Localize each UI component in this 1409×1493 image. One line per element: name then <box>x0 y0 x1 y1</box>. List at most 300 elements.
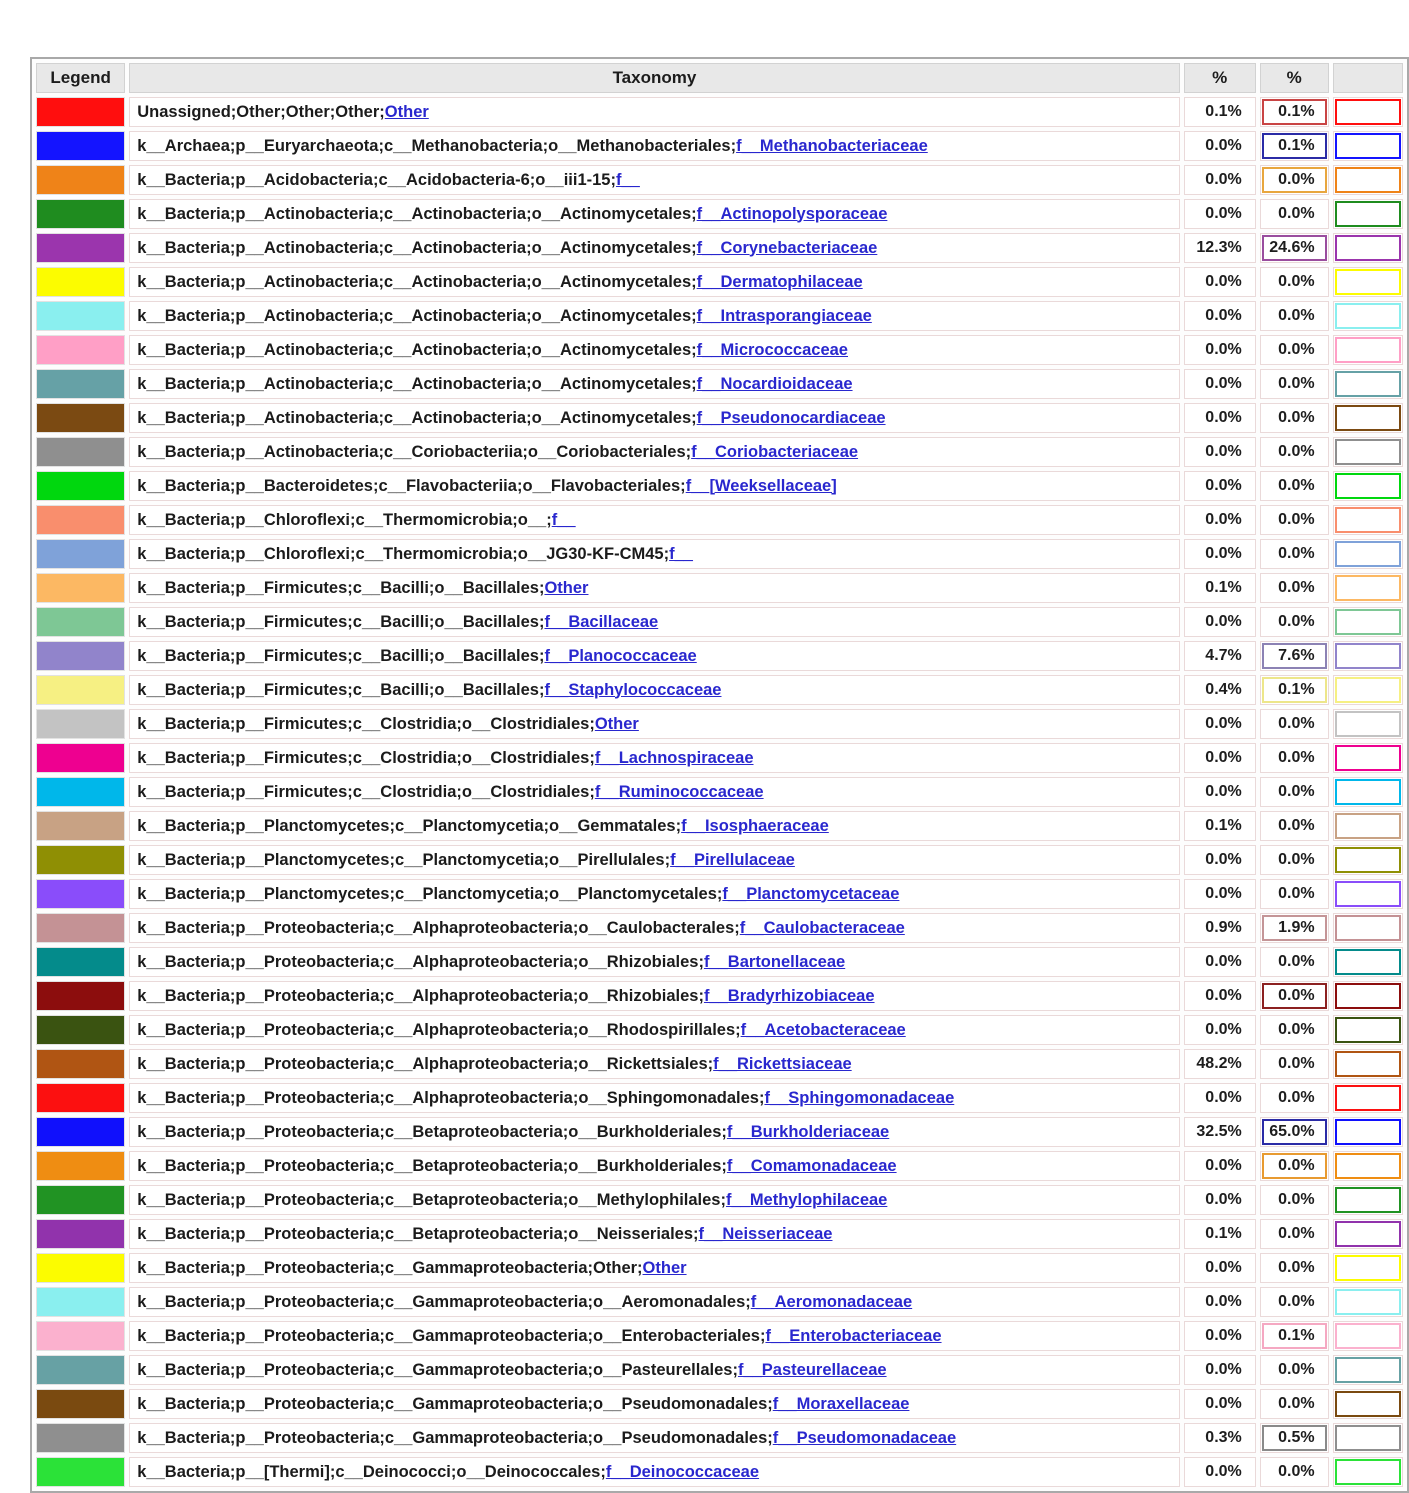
percent-value-sample3-cutoff <box>1335 439 1401 465</box>
percent-cell-sample3-cutoff <box>1333 369 1403 399</box>
percent-cell-sample1 <box>1184 947 1256 977</box>
taxonomy-family-link[interactable]: f__Pasteurellaceae <box>737 1360 887 1379</box>
taxonomy-family-link[interactable]: Other <box>384 102 429 121</box>
percent-value-sample3-cutoff <box>1335 575 1401 601</box>
percent-value-sample2: 0.0% <box>1278 341 1315 358</box>
percent-cell-sample3-cutoff <box>1333 437 1403 467</box>
percent-value-sample1: 12.3% <box>1196 239 1242 256</box>
taxonomy-cell <box>129 539 1179 569</box>
percent-cell-sample1 <box>1184 1049 1256 1079</box>
percent-cell-sample2 <box>1260 811 1329 841</box>
taxonomy-family-link[interactable]: f__Bradyrhizobiaceae <box>703 986 875 1005</box>
percent-value-sample2: 0.1% <box>1262 677 1327 703</box>
taxonomy-lineage: k__Bacteria;p__Proteobacteria;c__Gammaproteobacteria;Other; <box>137 1258 643 1277</box>
taxonomy-cell <box>129 97 1179 127</box>
percent-value-sample1: 0.0% <box>1205 953 1242 970</box>
percent-value-sample1: 0.0% <box>1205 885 1242 902</box>
taxonomy-lineage: k__Bacteria;p__Acidobacteria;c__Acidobacteria-6;o__iii1-15; <box>137 170 616 189</box>
percent-cell-sample1 <box>1184 1423 1256 1453</box>
percent-cell-sample1 <box>1184 1219 1256 1249</box>
taxonomy-family-link[interactable]: f__Planococcaceae <box>544 646 697 665</box>
percent-value-sample3-cutoff <box>1335 1221 1401 1247</box>
percent-cell-sample1 <box>1184 165 1256 195</box>
legend-color-swatch <box>36 641 125 671</box>
percent-cell-sample2 <box>1260 675 1329 705</box>
taxonomy-cell <box>129 335 1179 365</box>
percent-cell-sample3-cutoff <box>1333 233 1403 263</box>
taxonomy-family-link[interactable]: f__Deinococcaceae <box>605 1462 760 1481</box>
taxonomy-family-link[interactable]: f__Moraxellaceae <box>772 1394 910 1413</box>
legend-color-swatch <box>36 1015 125 1045</box>
percent-value-sample1: 0.1% <box>1205 579 1242 596</box>
taxonomy-cell <box>129 165 1179 195</box>
legend-color-swatch <box>36 233 125 263</box>
percent-value-sample2: 24.6% <box>1262 235 1327 261</box>
legend-color-swatch <box>36 811 125 841</box>
percent-cell-sample3-cutoff <box>1333 301 1403 331</box>
percent-value-sample3-cutoff <box>1335 1153 1401 1179</box>
taxonomy-cell <box>129 1117 1179 1147</box>
taxonomy-family-link[interactable]: f__Micrococcaceae <box>696 340 848 359</box>
percent-value-sample1: 0.0% <box>1205 1395 1242 1412</box>
taxon-row <box>36 437 1403 467</box>
percent-cell-sample2 <box>1260 1185 1329 1215</box>
percent-cell-sample2 <box>1260 1117 1329 1147</box>
percent-cell-sample1 <box>1184 879 1256 909</box>
taxonomy-cell <box>129 573 1179 603</box>
percent-cell-sample1 <box>1184 709 1256 739</box>
percent-value-sample1: 0.0% <box>1205 205 1242 222</box>
taxonomy-lineage: k__Bacteria;p__[Thermi];c__Deinococci;o__Deinococcales; <box>137 1462 606 1481</box>
legend-color-swatch <box>36 1049 125 1079</box>
taxonomy-cell <box>129 743 1179 773</box>
percent-cell-sample1 <box>1184 1355 1256 1385</box>
taxonomy-family-link[interactable]: f__Corynebacteriaceae <box>696 238 878 257</box>
taxon-row <box>36 267 1403 297</box>
percent-cell-sample1 <box>1184 471 1256 501</box>
percent-cell-sample1 <box>1184 573 1256 603</box>
percent-cell-sample2 <box>1260 1355 1329 1385</box>
percent-cell-sample3-cutoff <box>1333 165 1403 195</box>
taxonomy-lineage: k__Bacteria;p__Actinobacteria;c__Actinobacteria;o__Actinomycetales; <box>137 306 697 325</box>
taxonomy-family-link[interactable]: f__Nocardioidaceae <box>696 374 853 393</box>
percent-cell-sample2 <box>1260 1321 1329 1351</box>
percent-value-sample3-cutoff <box>1335 677 1401 703</box>
taxonomy-family-link[interactable]: f__Intrasporangiaceae <box>696 306 872 325</box>
taxonomy-lineage: k__Bacteria;p__Proteobacteria;c__Alphaproteobacteria;o__Rhodospirillales; <box>137 1020 741 1039</box>
percent-cell-sample3-cutoff <box>1333 709 1403 739</box>
legend-color-swatch <box>36 947 125 977</box>
taxonomy-family-link[interactable]: f__Bartonellaceae <box>703 952 846 971</box>
percent-cell-sample2 <box>1260 1253 1329 1283</box>
percent-cell-sample3-cutoff <box>1333 1185 1403 1215</box>
percent-cell-sample3-cutoff <box>1333 845 1403 875</box>
taxonomy-lineage: k__Bacteria;p__Proteobacteria;c__Gammaproteobacteria;o__Pasteurellales; <box>137 1360 738 1379</box>
taxonomy-family-link[interactable]: f__Methanobacteriaceae <box>736 136 928 155</box>
percent-value-sample1: 0.0% <box>1205 341 1242 358</box>
taxonomy-family-link[interactable]: f__Comamonadaceae <box>726 1156 897 1175</box>
percent-cell-sample3-cutoff <box>1333 1287 1403 1317</box>
legend-color-swatch <box>36 1355 125 1385</box>
taxon-row <box>36 1219 1403 1249</box>
percent-cell-sample3-cutoff <box>1333 675 1403 705</box>
percent-cell-sample3-cutoff <box>1333 267 1403 297</box>
taxonomy-family-link[interactable]: Other <box>544 578 589 597</box>
percent-cell-sample3-cutoff <box>1333 1389 1403 1419</box>
percent-value-sample3-cutoff <box>1335 1119 1401 1145</box>
taxonomy-family-link[interactable]: f__ <box>551 510 576 529</box>
percent-value-sample2: 0.0% <box>1278 579 1315 596</box>
legend-color-swatch <box>36 1219 125 1249</box>
taxonomy-cell <box>129 1253 1179 1283</box>
taxonomy-cell <box>129 1219 1179 1249</box>
taxonomy-lineage: k__Bacteria;p__Actinobacteria;c__Actinobacteria;o__Actinomycetales; <box>137 204 697 223</box>
taxonomy-cell <box>129 233 1179 263</box>
percent-cell-sample3-cutoff <box>1333 1151 1403 1181</box>
percent-value-sample1: 0.0% <box>1205 1293 1242 1310</box>
percent-value-sample1: 0.0% <box>1205 375 1242 392</box>
taxonomy-cell <box>129 1049 1179 1079</box>
percent-value-sample3-cutoff <box>1335 1425 1401 1451</box>
percent-value-sample2: 0.0% <box>1262 167 1327 193</box>
percent-cell-sample2 <box>1260 607 1329 637</box>
percent-value-sample3-cutoff <box>1335 1085 1401 1111</box>
taxonomy-table <box>30 57 1409 1493</box>
percent-cell-sample1 <box>1184 301 1256 331</box>
taxonomy-family-link[interactable]: f__Burkholderiaceae <box>726 1122 890 1141</box>
percent-cell-sample1 <box>1184 981 1256 1011</box>
taxonomy-family-link[interactable]: f__Rickettsiaceae <box>713 1054 852 1073</box>
taxonomy-lineage: k__Bacteria;p__Firmicutes;c__Clostridia;o__Clostridiales; <box>137 748 595 767</box>
taxonomy-cell <box>129 505 1179 535</box>
percent-value-sample2: 0.0% <box>1278 205 1315 222</box>
taxonomy-family-link[interactable]: f__Acetobacteraceae <box>740 1020 906 1039</box>
percent-value-sample3-cutoff <box>1335 1187 1401 1213</box>
taxonomy-cell <box>129 1423 1179 1453</box>
percent-value-sample1: 0.0% <box>1205 477 1242 494</box>
taxonomy-cell <box>129 709 1179 739</box>
percent-cell-sample1 <box>1184 811 1256 841</box>
percent-cell-sample3-cutoff <box>1333 1015 1403 1045</box>
taxonomy-lineage: k__Bacteria;p__Actinobacteria;c__Actinobacteria;o__Actinomycetales; <box>137 340 697 359</box>
percent-header-2: % <box>1260 63 1329 93</box>
percent-value-sample3-cutoff <box>1335 983 1401 1009</box>
percent-value-sample3-cutoff <box>1335 779 1401 805</box>
taxonomy-family-link[interactable]: f__ <box>669 544 693 563</box>
percent-cell-sample1 <box>1184 335 1256 365</box>
percent-cell-sample1 <box>1184 641 1256 671</box>
taxonomy-lineage: k__Bacteria;p__Firmicutes;c__Clostridia;o__Clostridiales; <box>137 714 595 733</box>
percent-cell-sample2 <box>1260 777 1329 807</box>
legend-color-swatch <box>36 913 125 943</box>
taxonomy-cell <box>129 1083 1179 1113</box>
percent-value-sample3-cutoff <box>1335 371 1401 397</box>
percent-cell-sample1 <box>1184 1321 1256 1351</box>
legend-color-swatch <box>36 131 125 161</box>
percent-value-sample1: 0.0% <box>1205 783 1242 800</box>
percent-value-sample2: 0.0% <box>1278 715 1315 732</box>
percent-cell-sample3-cutoff <box>1333 743 1403 773</box>
taxonomy-cell <box>129 267 1179 297</box>
percent-value-sample1: 0.0% <box>1205 1259 1242 1276</box>
taxonomy-family-link[interactable]: f__Coriobacteriaceae <box>691 442 859 461</box>
percent-value-sample1: 32.5% <box>1196 1123 1242 1140</box>
taxonomy-cell <box>129 811 1179 841</box>
percent-value-sample3-cutoff <box>1335 609 1401 635</box>
percent-cell-sample2 <box>1260 165 1329 195</box>
percent-value-sample2: 0.0% <box>1278 1259 1315 1276</box>
taxon-row <box>36 743 1403 773</box>
taxonomy-cell <box>129 1321 1179 1351</box>
percent-value-sample2: 0.0% <box>1278 545 1315 562</box>
percent-cell-sample3-cutoff <box>1333 913 1403 943</box>
percent-cell-sample3-cutoff <box>1333 471 1403 501</box>
taxonomy-cell <box>129 403 1179 433</box>
percent-cell-sample3-cutoff <box>1333 573 1403 603</box>
taxonomy-lineage: k__Bacteria;p__Firmicutes;c__Bacilli;o__Bacillales; <box>137 578 545 597</box>
taxonomy-family-link[interactable]: Other <box>594 714 639 733</box>
percent-value-sample3-cutoff <box>1335 201 1401 227</box>
percent-value-sample2: 0.0% <box>1278 477 1315 494</box>
percent-value-sample1: 0.0% <box>1205 443 1242 460</box>
percent-value-sample1: 0.0% <box>1205 171 1242 188</box>
percent-cell-sample2 <box>1260 335 1329 365</box>
taxon-row <box>36 1389 1403 1419</box>
percent-cell-sample2 <box>1260 505 1329 535</box>
percent-cell-sample1 <box>1184 267 1256 297</box>
taxonomy-family-link[interactable]: f__Caulobacteraceae <box>739 918 905 937</box>
percent-cell-sample3-cutoff <box>1333 539 1403 569</box>
legend-color-swatch <box>36 1287 125 1317</box>
percent-value-sample3-cutoff <box>1335 881 1401 907</box>
taxonomy-family-link[interactable]: f__Enterobacteriaceae <box>765 1326 942 1345</box>
legend-color-swatch <box>36 539 125 569</box>
percent-value-sample3-cutoff <box>1335 269 1401 295</box>
legend-color-swatch <box>36 981 125 1011</box>
header-row <box>36 63 1403 93</box>
taxonomy-lineage: k__Bacteria;p__Proteobacteria;c__Alphaproteobacteria;o__Rhizobiales; <box>137 986 704 1005</box>
taxonomy-family-link[interactable]: f__Staphylococcaceae <box>544 680 722 699</box>
percent-value-sample2: 0.0% <box>1278 817 1315 834</box>
percent-value-sample1: 0.1% <box>1205 1225 1242 1242</box>
taxonomy-cell <box>129 1389 1179 1419</box>
taxonomy-family-link[interactable]: f__Actinopolysporaceae <box>696 204 888 223</box>
percent-value-sample2: 0.0% <box>1278 1055 1315 1072</box>
percent-value-sample2: 0.0% <box>1262 1153 1327 1179</box>
taxonomy-lineage: k__Bacteria;p__Proteobacteria;c__Gammaproteobacteria;o__Pseudomonadales; <box>137 1394 773 1413</box>
percent-cell-sample3-cutoff <box>1333 981 1403 1011</box>
legend-color-swatch <box>36 1253 125 1283</box>
percent-value-sample3-cutoff <box>1335 133 1401 159</box>
percent-cell-sample1 <box>1184 913 1256 943</box>
taxonomy-family-link[interactable]: f__Neisseriaceae <box>698 1224 833 1243</box>
taxonomy-lineage: k__Bacteria;p__Proteobacteria;c__Gammaproteobacteria;o__Pseudomonadales; <box>137 1428 773 1447</box>
taxonomy-lineage: k__Bacteria;p__Actinobacteria;c__Actinobacteria;o__Actinomycetales; <box>137 272 697 291</box>
taxonomy-family-link[interactable]: f__Pseudomonadaceae <box>772 1428 957 1447</box>
percent-cell-sample3-cutoff <box>1333 641 1403 671</box>
taxonomy-family-link[interactable]: f__ <box>615 170 640 189</box>
taxonomy-cell <box>129 437 1179 467</box>
taxonomy-cell <box>129 131 1179 161</box>
taxonomy-cell <box>129 1457 1179 1487</box>
legend-color-swatch <box>36 1083 125 1113</box>
taxon-row <box>36 947 1403 977</box>
percent-cell-sample1 <box>1184 1185 1256 1215</box>
percent-value-sample3-cutoff <box>1335 745 1401 771</box>
taxonomy-cell <box>129 1151 1179 1181</box>
percent-value-sample2: 1.9% <box>1262 915 1327 941</box>
percent-value-sample1: 0.0% <box>1205 1191 1242 1208</box>
taxonomy-lineage: k__Bacteria;p__Actinobacteria;c__Actinobacteria;o__Actinomycetales; <box>137 374 697 393</box>
percent-value-sample3-cutoff <box>1335 1289 1401 1315</box>
taxonomy-lineage: k__Bacteria;p__Proteobacteria;c__Betaproteobacteria;o__Burkholderiales; <box>137 1156 727 1175</box>
taxonomy-family-link[interactable]: f__Planctomycetaceae <box>722 884 900 903</box>
percent-value-sample2: 0.0% <box>1278 783 1315 800</box>
legend-color-swatch <box>36 607 125 637</box>
percent-value-sample3-cutoff <box>1335 1391 1401 1417</box>
taxon-row <box>36 675 1403 705</box>
taxonomy-cell <box>129 845 1179 875</box>
legend-color-swatch <box>36 437 125 467</box>
percent-cell-sample2 <box>1260 1015 1329 1045</box>
percent-value-sample1: 0.0% <box>1205 1463 1242 1480</box>
taxonomy-cell <box>129 947 1179 977</box>
percent-cell-sample2 <box>1260 947 1329 977</box>
percent-cell-sample2 <box>1260 573 1329 603</box>
percent-cell-sample2 <box>1260 1423 1329 1453</box>
taxon-row <box>36 1457 1403 1487</box>
taxonomy-family-link[interactable]: f__Lachnospiraceae <box>594 748 754 767</box>
percent-value-sample1: 0.0% <box>1205 715 1242 732</box>
percent-cell-sample1 <box>1184 607 1256 637</box>
percent-cell-sample1 <box>1184 437 1256 467</box>
taxon-row <box>36 641 1403 671</box>
percent-cell-sample1 <box>1184 199 1256 229</box>
taxonomy-family-link[interactable]: Other <box>642 1258 687 1277</box>
percent-cell-sample2 <box>1260 709 1329 739</box>
legend-color-swatch <box>36 777 125 807</box>
percent-value-sample3-cutoff <box>1335 1017 1401 1043</box>
percent-cell-sample1 <box>1184 743 1256 773</box>
taxonomy-lineage: k__Bacteria;p__Proteobacteria;c__Gammaproteobacteria;o__Enterobacteriales; <box>137 1326 766 1345</box>
percent-cell-sample2 <box>1260 131 1329 161</box>
percent-cell-sample2 <box>1260 641 1329 671</box>
percent-value-sample2: 0.0% <box>1278 613 1315 630</box>
percent-value-sample1: 0.0% <box>1205 987 1242 1004</box>
percent-value-sample3-cutoff <box>1335 915 1401 941</box>
taxonomy-family-link[interactable]: f__[Weeksellaceae] <box>685 476 837 495</box>
taxonomy-cell <box>129 1287 1179 1317</box>
percent-value-sample2: 65.0% <box>1262 1119 1327 1145</box>
taxonomy-family-link[interactable]: f__Methylophilaceae <box>725 1190 888 1209</box>
percent-cell-sample3-cutoff <box>1333 1355 1403 1385</box>
taxonomy-lineage: k__Bacteria;p__Planctomycetes;c__Planctomycetia;o__Planctomycetales; <box>137 884 723 903</box>
taxon-row <box>36 471 1403 501</box>
taxonomy-lineage: k__Bacteria;p__Actinobacteria;c__Coriobacteriia;o__Coriobacteriales; <box>137 442 692 461</box>
percent-cell-sample3-cutoff <box>1333 1321 1403 1351</box>
taxonomy-lineage: k__Bacteria;p__Actinobacteria;c__Actinobacteria;o__Actinomycetales; <box>137 408 697 427</box>
taxonomy-family-link[interactable]: f__Aeromonadaceae <box>750 1292 913 1311</box>
taxonomy-family-link[interactable]: f__Isosphaeraceae <box>681 816 829 835</box>
taxonomy-family-link[interactable]: f__Dermatophilaceae <box>696 272 863 291</box>
percent-value-sample2: 0.0% <box>1278 409 1315 426</box>
percent-cell-sample1 <box>1184 1083 1256 1113</box>
percent-value-sample1: 0.0% <box>1205 851 1242 868</box>
legend-color-swatch <box>36 335 125 365</box>
percent-value-sample3-cutoff <box>1335 507 1401 533</box>
percent-value-sample1: 0.0% <box>1205 1361 1242 1378</box>
percent-cell-sample2 <box>1260 471 1329 501</box>
percent-cell-sample2 <box>1260 981 1329 1011</box>
taxonomy-lineage: k__Bacteria;p__Proteobacteria;c__Betaproteobacteria;o__Methylophilales; <box>137 1190 726 1209</box>
percent-value-sample2: 0.0% <box>1278 1021 1315 1038</box>
percent-value-sample3-cutoff <box>1335 235 1401 261</box>
taxonomy-lineage: k__Bacteria;p__Proteobacteria;c__Gammaproteobacteria;o__Aeromonadales; <box>137 1292 751 1311</box>
percent-cell-sample3-cutoff <box>1333 1457 1403 1487</box>
percent-cell-sample3-cutoff <box>1333 1423 1403 1453</box>
percent-cell-sample2 <box>1260 403 1329 433</box>
taxonomy-lineage: k__Bacteria;p__Proteobacteria;c__Betaproteobacteria;o__Burkholderiales; <box>137 1122 727 1141</box>
taxonomy-family-link[interactable]: f__Pseudonocardiaceae <box>696 408 886 427</box>
percent-cell-sample3-cutoff <box>1333 607 1403 637</box>
taxonomy-family-link[interactable]: f__Pirellulaceae <box>670 850 795 869</box>
taxonomy-cell <box>129 301 1179 331</box>
percent-cell-sample2 <box>1260 199 1329 229</box>
taxonomy-family-link[interactable]: f__Ruminococcaceae <box>594 782 764 801</box>
percent-value-sample1: 0.9% <box>1205 919 1242 936</box>
percent-value-sample1: 0.1% <box>1205 103 1242 120</box>
legend-color-swatch <box>36 573 125 603</box>
percent-value-sample2: 0.0% <box>1278 1293 1315 1310</box>
percent-cell-sample1 <box>1184 539 1256 569</box>
percent-value-sample1: 0.4% <box>1205 681 1242 698</box>
percent-header-1: % <box>1184 63 1256 93</box>
taxonomy-family-link[interactable]: f__Sphingomonadaceae <box>764 1088 955 1107</box>
taxon-row <box>36 607 1403 637</box>
taxonomy-cell <box>129 879 1179 909</box>
taxonomy-lineage: k__Bacteria;p__Firmicutes;c__Bacilli;o__Bacillales; <box>137 612 545 631</box>
taxonomy-lineage: k__Bacteria;p__Proteobacteria;c__Alphaproteobacteria;o__Sphingomonadales; <box>137 1088 765 1107</box>
taxonomy-lineage: k__Bacteria;p__Chloroflexi;c__Thermomicrobia;o__; <box>137 510 552 529</box>
percent-cell-sample3-cutoff <box>1333 879 1403 909</box>
taxonomy-lineage: k__Bacteria;p__Chloroflexi;c__Thermomicrobia;o__JG30-KF-CM45; <box>137 544 670 563</box>
percent-cell-sample2 <box>1260 913 1329 943</box>
percent-cell-sample3-cutoff <box>1333 1219 1403 1249</box>
percent-value-sample2: 0.5% <box>1262 1425 1327 1451</box>
legend-color-swatch <box>36 1185 125 1215</box>
taxonomy-lineage: k__Archaea;p__Euryarchaeota;c__Methanobacteria;o__Methanobacteriales; <box>137 136 737 155</box>
percent-cell-sample3-cutoff <box>1333 811 1403 841</box>
taxon-row <box>36 1423 1403 1453</box>
percent-value-sample3-cutoff <box>1335 99 1401 125</box>
legend-color-swatch <box>36 1321 125 1351</box>
legend-color-swatch <box>36 1117 125 1147</box>
percent-cell-sample3-cutoff <box>1333 97 1403 127</box>
percent-cell-sample3-cutoff <box>1333 1049 1403 1079</box>
percent-value-sample3-cutoff <box>1335 813 1401 839</box>
taxon-row <box>36 165 1403 195</box>
percent-value-sample1: 0.0% <box>1205 1157 1242 1174</box>
legend-color-swatch <box>36 267 125 297</box>
percent-cell-sample1 <box>1184 131 1256 161</box>
percent-cell-sample2 <box>1260 1219 1329 1249</box>
taxonomy-cell <box>129 675 1179 705</box>
taxon-row <box>36 1015 1403 1045</box>
percent-cell-sample3-cutoff <box>1333 335 1403 365</box>
taxonomy-lineage: k__Bacteria;p__Bacteroidetes;c__Flavobacteriia;o__Flavobacteriales; <box>137 476 686 495</box>
taxonomy-family-link[interactable]: f__Bacillaceae <box>544 612 659 631</box>
percent-cell-sample2 <box>1260 437 1329 467</box>
